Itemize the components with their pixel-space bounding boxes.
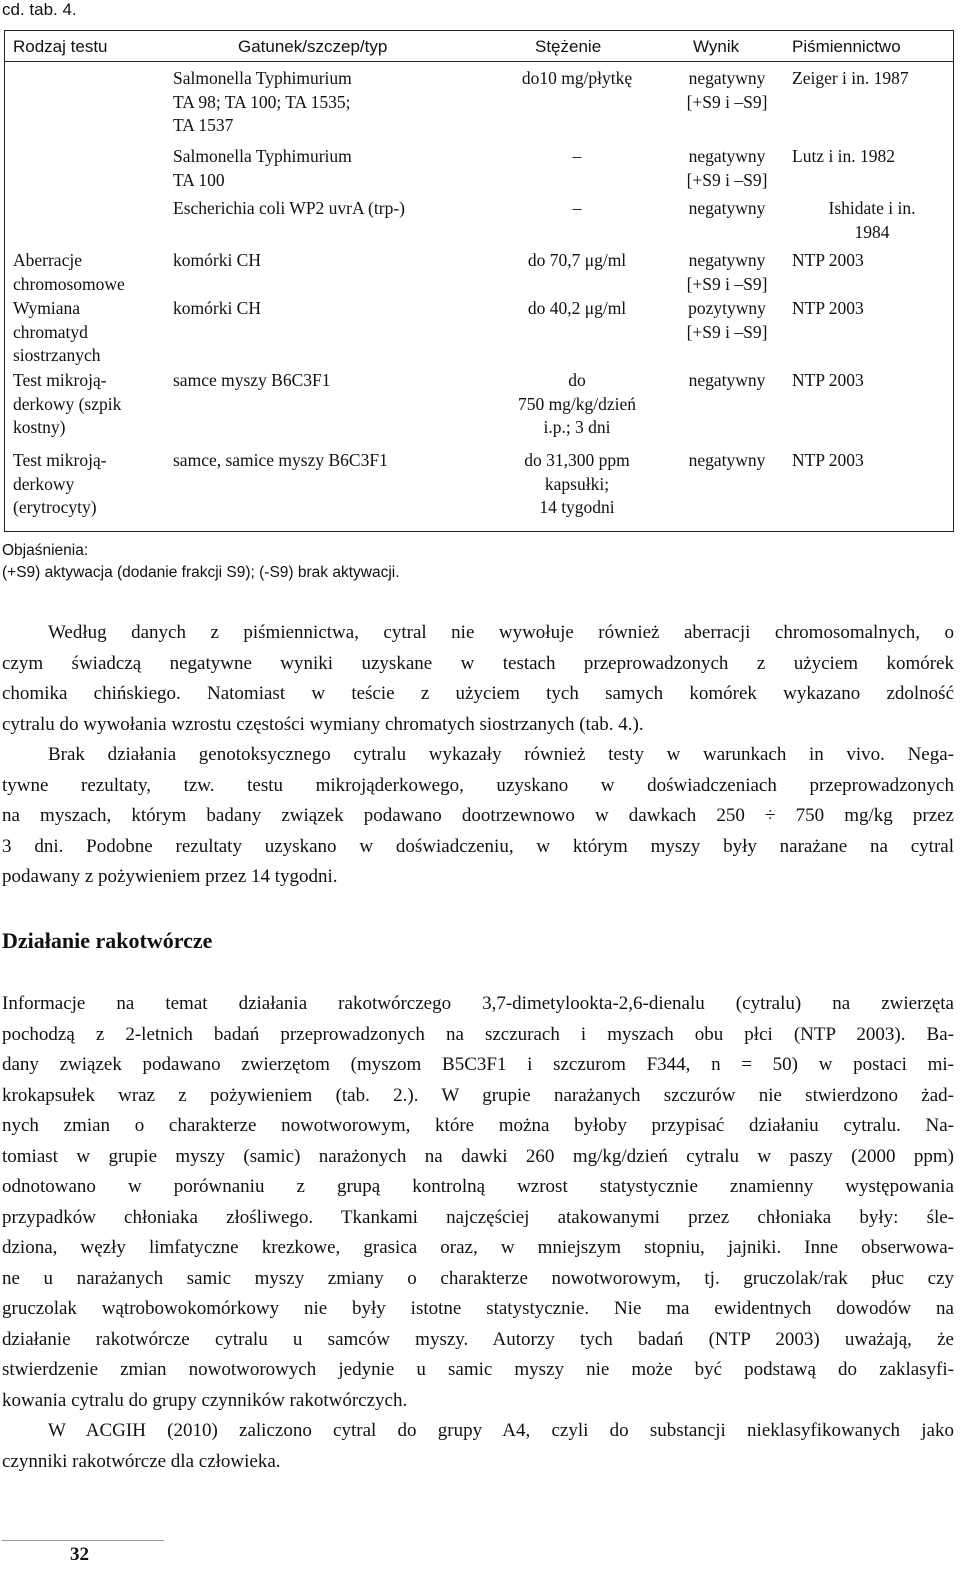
- cell-line: do 40,2 μg/ml: [527, 298, 627, 318]
- cell-line: negatywny: [688, 68, 766, 88]
- cell-result: [657, 297, 797, 344]
- cell-reference: [792, 449, 952, 473]
- cell-line: Escherichia coli WP2 uvrA (trp-): [173, 198, 405, 218]
- cell-line: NTP 2003: [792, 298, 864, 318]
- cell-line: do10 mg/płytkę: [521, 68, 633, 88]
- cell-line: chromosomowe: [13, 273, 125, 294]
- cell-line: ‒: [572, 146, 582, 166]
- cell-line: TA 1537: [173, 115, 234, 135]
- header-result: Wynik: [693, 37, 740, 56]
- text-line: odnotowano w porównaniu z grupą kontrolną wzrost statystycznie znamienny występowania: [2, 1176, 954, 1197]
- cell-species: [173, 145, 493, 192]
- text-line: tomiast w grupie myszy (samic) narażonych na dawki 260 mg/kg/dzień cytralu w paszy (2000 ppm): [2, 1145, 954, 1167]
- text-line: pochodzą z 2-letnich badań przeprowadzonych na szczurach i myszach obu płci (NTP 2003). Ba-: [2, 1023, 954, 1045]
- cell-line: kostny): [13, 417, 66, 437]
- cell-line: 750 mg/kg/dzień: [517, 393, 637, 414]
- cell-line: Ishidate i in.: [828, 198, 916, 218]
- cell-line: negatywny: [688, 146, 766, 166]
- cell-line: negatywny: [688, 250, 766, 270]
- cell-test-type: [13, 369, 163, 440]
- text-line: kowania cytralu do grupy czynników rakotwórczych.: [2, 1389, 408, 1411]
- cell-reference: [792, 197, 952, 244]
- cell-line: do: [568, 370, 586, 390]
- text-line: podawany z pożywieniem przez 14 tygodni.: [2, 866, 338, 887]
- cell-line: siostrzanych: [13, 345, 101, 365]
- cell-line: komórki CH: [173, 250, 261, 270]
- cell-line: derkowy: [13, 473, 75, 494]
- cell-test-type: [13, 249, 163, 296]
- cell-line: pozytywny: [688, 298, 766, 318]
- cell-line: NTP 2003: [792, 250, 864, 270]
- page-number: 32: [70, 1544, 89, 1565]
- cell-species: [173, 449, 493, 473]
- cell-species: [173, 197, 493, 221]
- cell-line: NTP 2003: [792, 370, 864, 390]
- cell-line: TA 98; TA 100; TA 1535;: [173, 91, 351, 112]
- cell-test-type: [13, 297, 163, 368]
- cell-result: [657, 145, 797, 192]
- cell-line: negatywny: [688, 450, 766, 470]
- cell-line: NTP 2003: [792, 450, 864, 470]
- text-line: czynniki rakotwórcze dla człowieka.: [2, 1450, 281, 1472]
- footer-rule: [2, 1540, 164, 1541]
- cell-concentration: [487, 449, 667, 520]
- section-paragraph-1: [2, 989, 954, 1416]
- cell-line: negatywny: [688, 370, 766, 390]
- cell-concentration: [487, 197, 667, 221]
- cell-result: [657, 67, 797, 114]
- cell-line: [+S9 i ‒S9]: [686, 91, 768, 112]
- text-line: gruczolak wątrobowokomórkowy nie były istotne statystycznie. Nie ma ewidentnych dowodów na: [2, 1298, 954, 1319]
- cell-line: kapsułki;: [544, 473, 610, 494]
- text-line: stwierdzenie zmian nowotworowych jedynie u samic myszy nie może być podstawą do zaklasyfi-: [2, 1359, 954, 1380]
- cell-concentration: [487, 369, 667, 440]
- cell-line: 14 tygodni: [539, 497, 615, 517]
- cell-reference: [792, 145, 952, 169]
- cell-line: Salmonella Typhimurium: [173, 68, 352, 88]
- text-line: czym świadczą negatywne wyniki uzyskane w testach przeprowadzonych z użyciem komórek: [2, 652, 954, 674]
- cell-line: [+S9 i ‒S9]: [686, 273, 768, 294]
- cell-reference: [792, 249, 952, 273]
- cell-species: [173, 249, 493, 273]
- text-line: Brak działania genotoksycznego cytralu wykazały również testy w warunkach in vivo. Nega-: [48, 744, 954, 765]
- section-paragraph-2: [2, 1416, 954, 1477]
- table-continuation-label: cd. tab. 4.: [2, 0, 77, 19]
- cell-species: [173, 67, 493, 138]
- cell-test-type: [13, 449, 163, 520]
- cell-concentration: [487, 67, 667, 91]
- cell-line: Wymiana: [13, 298, 80, 318]
- cell-line: Zeiger i in. 1987: [792, 68, 909, 88]
- header-references: Piśmiennictwo: [792, 37, 901, 56]
- cell-line: Salmonella Typhimurium: [173, 146, 352, 166]
- text-line: dziona, węzły limfatyczne krezkowe, grasica oraz, w mniejszym stopniu, jajniki. Inne obserwowa-: [2, 1237, 954, 1258]
- cell-result: [657, 369, 797, 393]
- cell-line: do 70,7 μg/ml: [527, 250, 627, 270]
- table-header: [5, 31, 953, 62]
- cell-line: [+S9 i ‒S9]: [686, 321, 768, 342]
- text-line: chomika chińskiego. Natomiast w teście z użyciem tych samych komórek wykazano zdolność: [2, 683, 954, 704]
- cell-line: Aberracje: [13, 250, 82, 270]
- cell-line: i.p.; 3 dni: [543, 417, 611, 437]
- text-line: ne u narażanych samic myszy zmiany o charakterze nowotworowym, tj. gruczolak/rak płuc czy: [2, 1267, 954, 1289]
- cell-line: (erytrocyty): [13, 497, 97, 517]
- cell-line: Test mikroją-: [13, 450, 107, 470]
- text-line: Informacje na temat działania rakotwórczego 3,7-dimetylookta-2,6-dienalu (cytralu) na zwierzęta: [2, 993, 954, 1014]
- cell-line: [+S9 i ‒S9]: [686, 169, 768, 190]
- cell-line: samce myszy B6C3F1: [173, 370, 331, 390]
- header-test-type: Rodzaj testu: [13, 37, 108, 56]
- text-line: krokapsułek wraz z pożywieniem (tab. 2.). W grupie narażanych szczurów nie stwierdzono żad-: [2, 1084, 954, 1106]
- cell-line: chromatyd: [13, 321, 88, 342]
- cell-species: [173, 369, 493, 393]
- paragraph-1: [2, 618, 954, 740]
- text-line: cytralu do wywołania wzrostu częstości wymiany chromatych siostrzanych (tab. 4.).: [2, 713, 644, 735]
- cell-line: ‒: [572, 198, 582, 218]
- text-line: 3 dni. Podobne rezultaty uzyskano w doświadczeniu, w którym myszy były narażane na cytral: [2, 835, 954, 857]
- cell-line: samce, samice myszy B6C3F1: [173, 450, 388, 470]
- text-line: działanie rakotwórcze cytralu u samców myszy. Autorzy tych badań (NTP 2003) uważają, że: [2, 1328, 954, 1350]
- cell-species: [173, 297, 493, 321]
- cell-reference: [792, 297, 952, 321]
- cell-line: do 31,300 ppm: [524, 450, 630, 470]
- cell-result: [657, 197, 797, 221]
- cell-concentration: [487, 297, 667, 321]
- text-line: dany związek podawano zwierzętom (myszom B5C3F1 i szczurom F344, n = 50) w postaci mi-: [2, 1054, 954, 1075]
- notes-title: Objaśnienia:: [2, 542, 89, 559]
- text-line: tywne rezultaty, tzw. testu mikrojąderkowego, uzyskano w doświadczeniach przeprowadzonych: [2, 774, 954, 796]
- text-line: na myszach, którym badany związek podawano dootrzewnowo w dawkach 250 ÷ 750 mg/kg przez: [2, 805, 954, 826]
- header-concentration: Stężenie: [535, 37, 602, 56]
- text-line: nych zmian o charakterze nowotworowym, które można byłoby przypisać działaniu cytralu. Na-: [2, 1115, 954, 1136]
- text-line: W ACGIH (2010) zaliczono cytral do grupy A4, czyli do substancji nieklasyfikowanych jako: [48, 1420, 954, 1441]
- header-species: Gatunek/szczep/typ: [238, 37, 388, 56]
- cell-concentration: [487, 145, 667, 169]
- paragraph-2: [2, 740, 954, 893]
- cell-line: derkowy (szpik: [13, 393, 122, 414]
- cell-line: komórki CH: [173, 298, 261, 318]
- section-heading: Działanie rakotwórcze: [2, 928, 213, 953]
- cell-reference: [792, 369, 952, 393]
- cell-line: negatywny: [688, 198, 766, 218]
- cell-result: [657, 449, 797, 473]
- cell-line: 1984: [854, 221, 890, 242]
- text-line: Według danych z piśmiennictwa, cytral nie wywołuje również aberracji chromosomalnych, o: [48, 622, 954, 643]
- cell-result: [657, 249, 797, 296]
- notes-text: (+S9) aktywacja (dodanie frakcji S9); (-S9) brak aktywacji.: [2, 564, 400, 581]
- cell-concentration: [487, 249, 667, 273]
- cell-line: TA 100: [173, 169, 225, 190]
- cell-reference: [792, 67, 952, 91]
- text-line: przypadków chłoniaka złośliwego. Tkankami najczęściej atakowanymi przez chłoniaka były: śle-: [2, 1206, 954, 1228]
- cell-line: Lutz i in. 1982: [792, 146, 896, 166]
- genotoxicity-table: [4, 30, 954, 532]
- cell-line: Test mikroją-: [13, 370, 107, 390]
